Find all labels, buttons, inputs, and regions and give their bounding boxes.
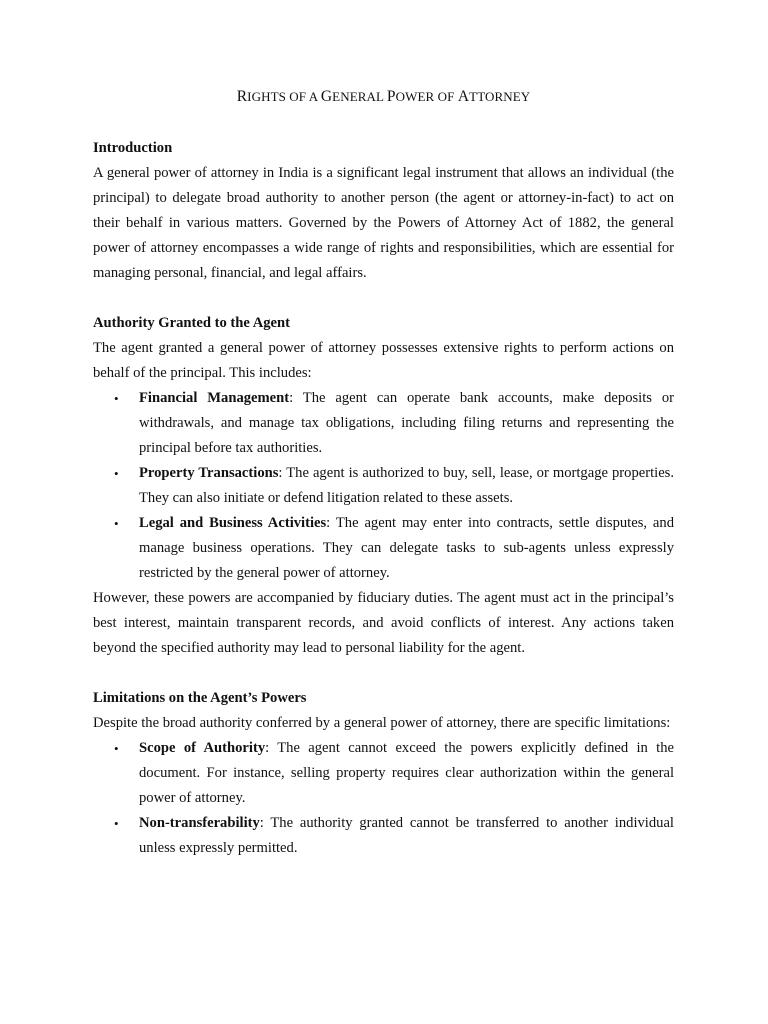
bullet-icon: • [114,391,119,406]
limitations-intro-paragraph: Despite the broad authority conferred by a general power of attorney, there are specific limitations: [93,715,671,731]
list-item [114,736,674,811]
authority-list [93,386,674,586]
list-item [114,461,674,511]
list-item-text: : The agent is authorized to buy, sell, lease, or mortgage properties. They can also initiate or defend litigation related to these assets. [139,465,674,506]
authority-closing-paragraph: However, these powers are accompanied by fiduciary duties. The agent must act in the principal’s best interest, maintain transparent records, and avoid conflicts of interest. Any actions taken beyond the specified authority may lead to personal liability for the agent. [93,590,674,656]
bullet-icon: • [114,466,119,481]
list-item [114,511,674,586]
bullet-icon: • [114,816,119,831]
introduction-section [93,136,674,286]
title-rest: IGHTS OF A [247,89,321,104]
list-item [114,386,675,461]
title-rest: TTORNEY [469,89,531,104]
authority-intro-paragraph: The agent granted a general power of attorney possesses extensive rights to perform actions on behalf of the principal. This includes: [93,340,674,381]
limitations-heading: Limitations on the Agent’s Powers [93,690,307,706]
list-item-term: Scope of Authority [139,740,266,756]
list-item-text: : The agent cannot exceed the powers explicitly defined in the document. For instance, selling property requires clear authorization within the general power of attorney. [139,740,674,806]
introduction-heading: Introduction [93,140,173,156]
list-item-term: Non-transferability [139,815,260,831]
title-cap: A [457,88,470,105]
list-item-text: : The agent can operate bank accounts, make deposits or withdrawals, and manage tax obligations, including filing returns and representing the principal before tax authorities. [139,390,675,456]
list-item-term: Property Transactions [139,465,279,481]
document-page [93,86,674,886]
limitations-section [93,686,674,861]
bullet-icon: • [114,741,119,756]
title-rest: OWER OF [395,89,458,104]
title-rest: ENERAL [332,89,387,104]
list-item-text: : The agent may enter into contracts, settle disputes, and manage business operations. They can delegate tasks to sub-agents unless expressly restricted by the general power of attorney. [139,515,674,581]
authority-heading: Authority Granted to the Agent [93,315,291,331]
title-cap: P [386,88,396,105]
introduction-paragraph: A general power of attorney in India is a significant legal instrument that allows an individual (the principal) to delegate broad authority to another person (the agent or attorney-in-fact) to act on their behalf in various matters. Governed by the Powers of Attorney Act of 1882, the general power of attorney encompasses a wide range of rights and responsibilities, which are essential for managing personal, financial, and legal affairs. [93,165,674,281]
list-item-term: Financial Management [139,390,290,406]
title-cap: R [236,88,248,105]
list-item [114,811,674,861]
bullet-icon: • [114,516,119,531]
list-item-text: : The authority granted cannot be transferred to another individual unless expressly permitted. [139,815,674,856]
title-cap: G [320,88,333,105]
limitations-list [93,736,674,861]
document-title [93,86,674,108]
authority-section [93,311,674,661]
list-item-term: Legal and Business Activities [139,515,327,531]
